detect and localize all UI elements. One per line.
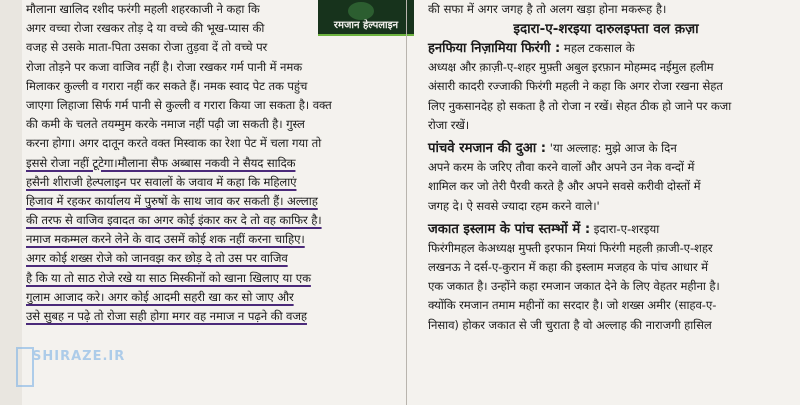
text-line: वजह से उसके माता-पिता उसका रोजा तुड़वा दें तो वच्चे पर (26, 40, 268, 55)
heading-2-bold: हनफिया निज़ामिया फिरंगी : (428, 41, 561, 56)
heading-line-2 (412, 39, 800, 58)
text-line: शामिल कर जो तेरी पैरवी करते है और अपने सवसे करीवी दोस्तों में (428, 179, 701, 194)
text-line: अपने करम के जरिए तौवा करने वालों और अपने उन नेक वन्दों में (428, 160, 695, 175)
section-3-heading: जकात इस्लाम के पांच स्तम्भों में : (428, 221, 591, 237)
right-top-line: की सफा में अगर जगह है तो अलग खड़ा होना मकरूह है। (428, 2, 667, 16)
heading-2-rest: महल टकसाल के (560, 41, 635, 55)
section-2-heading: पांचवे रमजान की दुआ : (428, 140, 547, 156)
text-line: मौलाना खालिद रशीद फरंगी महली शहरकाजी ने कहा कि (26, 2, 260, 16)
paragraph-1 (412, 58, 800, 135)
text-line: अगर कोई शख्स रोजे को जानवझ कर छोड़ दे तो उस पर वाजिव (26, 251, 288, 266)
text-line: हसैनी शीराजी हेल्पलाइन पर सवालों के जवाव में कहा कि महिलाएं (26, 174, 297, 189)
logo-emblem-icon (348, 2, 374, 20)
text-line: हिजाव में रहकर कार्यालय में पुरुषों के साथ जाव कर सकती हैं। अल्लाह (26, 193, 318, 208)
text-line: अंसारी कादरी रज्जाकी फिरंगी महली ने कहा कि अगर रोजा रखना सेहत (428, 79, 723, 94)
text-line: नमाज मकम्मल करने लेने के वाद उसमें कोई शक नहीं करना चाहिए। (26, 232, 305, 247)
text-line: अगर वच्चा रोजा रखकर तोड़ दे या वच्चे की भूख-प्यास की (26, 21, 265, 36)
watermark-logo (6, 335, 126, 395)
text-line: रोजा रखें। (428, 117, 470, 132)
column-divider (406, 0, 407, 405)
text-line: मिलाकर कुल्ली व गरारा नहीं कर सकते हैं। नमक स्वाद पेट तक पहुंच (26, 78, 308, 93)
paragraph-3 (412, 239, 800, 335)
text-line: की कमी के चलते तयम्मुम करके नमाज नहीं पढ़ी जा सकती है। गुस्ल (26, 117, 305, 132)
paragraph-2 (412, 158, 800, 216)
text-line: लिए नुकसानदेह हो सकता है तो रोजा न रखें। सेहत ठीक हो जाने पर कजा (428, 98, 732, 113)
text-line: लखनऊ ने दर्स-ए-कुरान में कहा की इस्लाम मजहव के पांच आधार में (428, 260, 708, 275)
text-line: करना होगा। अगर दातून करते वक्त मिस्वाक का रेशा पेट में चला गया तो (26, 136, 322, 151)
text-line: उसे सुबह न पढ़े तो रोजा सही होगा मगर वह नमाज न पढ़ने की वजह (26, 309, 307, 323)
text-line: जगह दे। ऐ सवसे ज्यादा रहम करने वाले।' (428, 198, 600, 213)
text-line: एक जकात है। उन्होंने कहा रमजान जकात देने के लिए वेहतर महीना है। (428, 279, 720, 294)
left-article-body (0, 0, 405, 326)
heading-line-1: इदारा-ए-शरइया दारुलइफ्ता वल क़ज़ा (513, 21, 699, 37)
text-line: क्योंकि रमजान तमाम महीनों का सरदार है। जो शख्स अमीर (साहव-ए- (428, 298, 717, 313)
text-line: है कि या तो साठ रोजे रखे या साठ मिस्कीनों को खाना खिलाए या एक (26, 270, 311, 285)
right-column (412, 0, 800, 405)
section-3-first-line (412, 220, 800, 239)
text-line: रोजा तोड़ने पर कजा वाजिव नहीं है। रोजा रखकर गर्म पानी में नमक (26, 59, 303, 74)
section-2-first-line (412, 139, 800, 158)
text-line: की तरफ से वाजिव इवादत का अगर कोई इंकार कर दे तो वह काफिर है। (26, 213, 322, 228)
ramzan-helpline-logo (318, 0, 414, 36)
watermark-text: SHIRAZE.IR (32, 349, 126, 364)
text-line: अध्यक्ष और क़ाज़ी-ए-शहर मुफ़्ती अबुल इरफ़ान मोहम्मद नईमुल हलीम (428, 60, 714, 75)
right-heading (412, 19, 800, 39)
text-line: गुलाम आजाद करे। अगर कोई आदमी सहरी खा कर सो जाए और (26, 289, 294, 304)
section-2-rest: 'या अल्लाह: मुझे आज के दिन (546, 140, 677, 155)
section-3-rest: इदारा-ए-शरइया (590, 221, 660, 236)
text-line: निसाव) होकर जकात से जी चुराता है वो अल्लाह की नाराजगी हासिल (428, 317, 712, 332)
logo-label: रमजान हेल्पलाइन (333, 20, 399, 31)
text-line: इससे रोजा नहीं टूटेगा।मौलाना सैफ अब्बास नकवी ने सैयद सादिक (26, 155, 296, 170)
text-line: जाएगा लिहाजा सिर्फ गर्म पानी से कुल्ली व गरारा किया जा सकता है। वक्त (26, 97, 332, 112)
text-line: फिरंगीमहल केअध्यक्ष मुफ्ती इरफान मियां फिरंगी महली क़ाजी-ए-शहर (428, 240, 713, 255)
